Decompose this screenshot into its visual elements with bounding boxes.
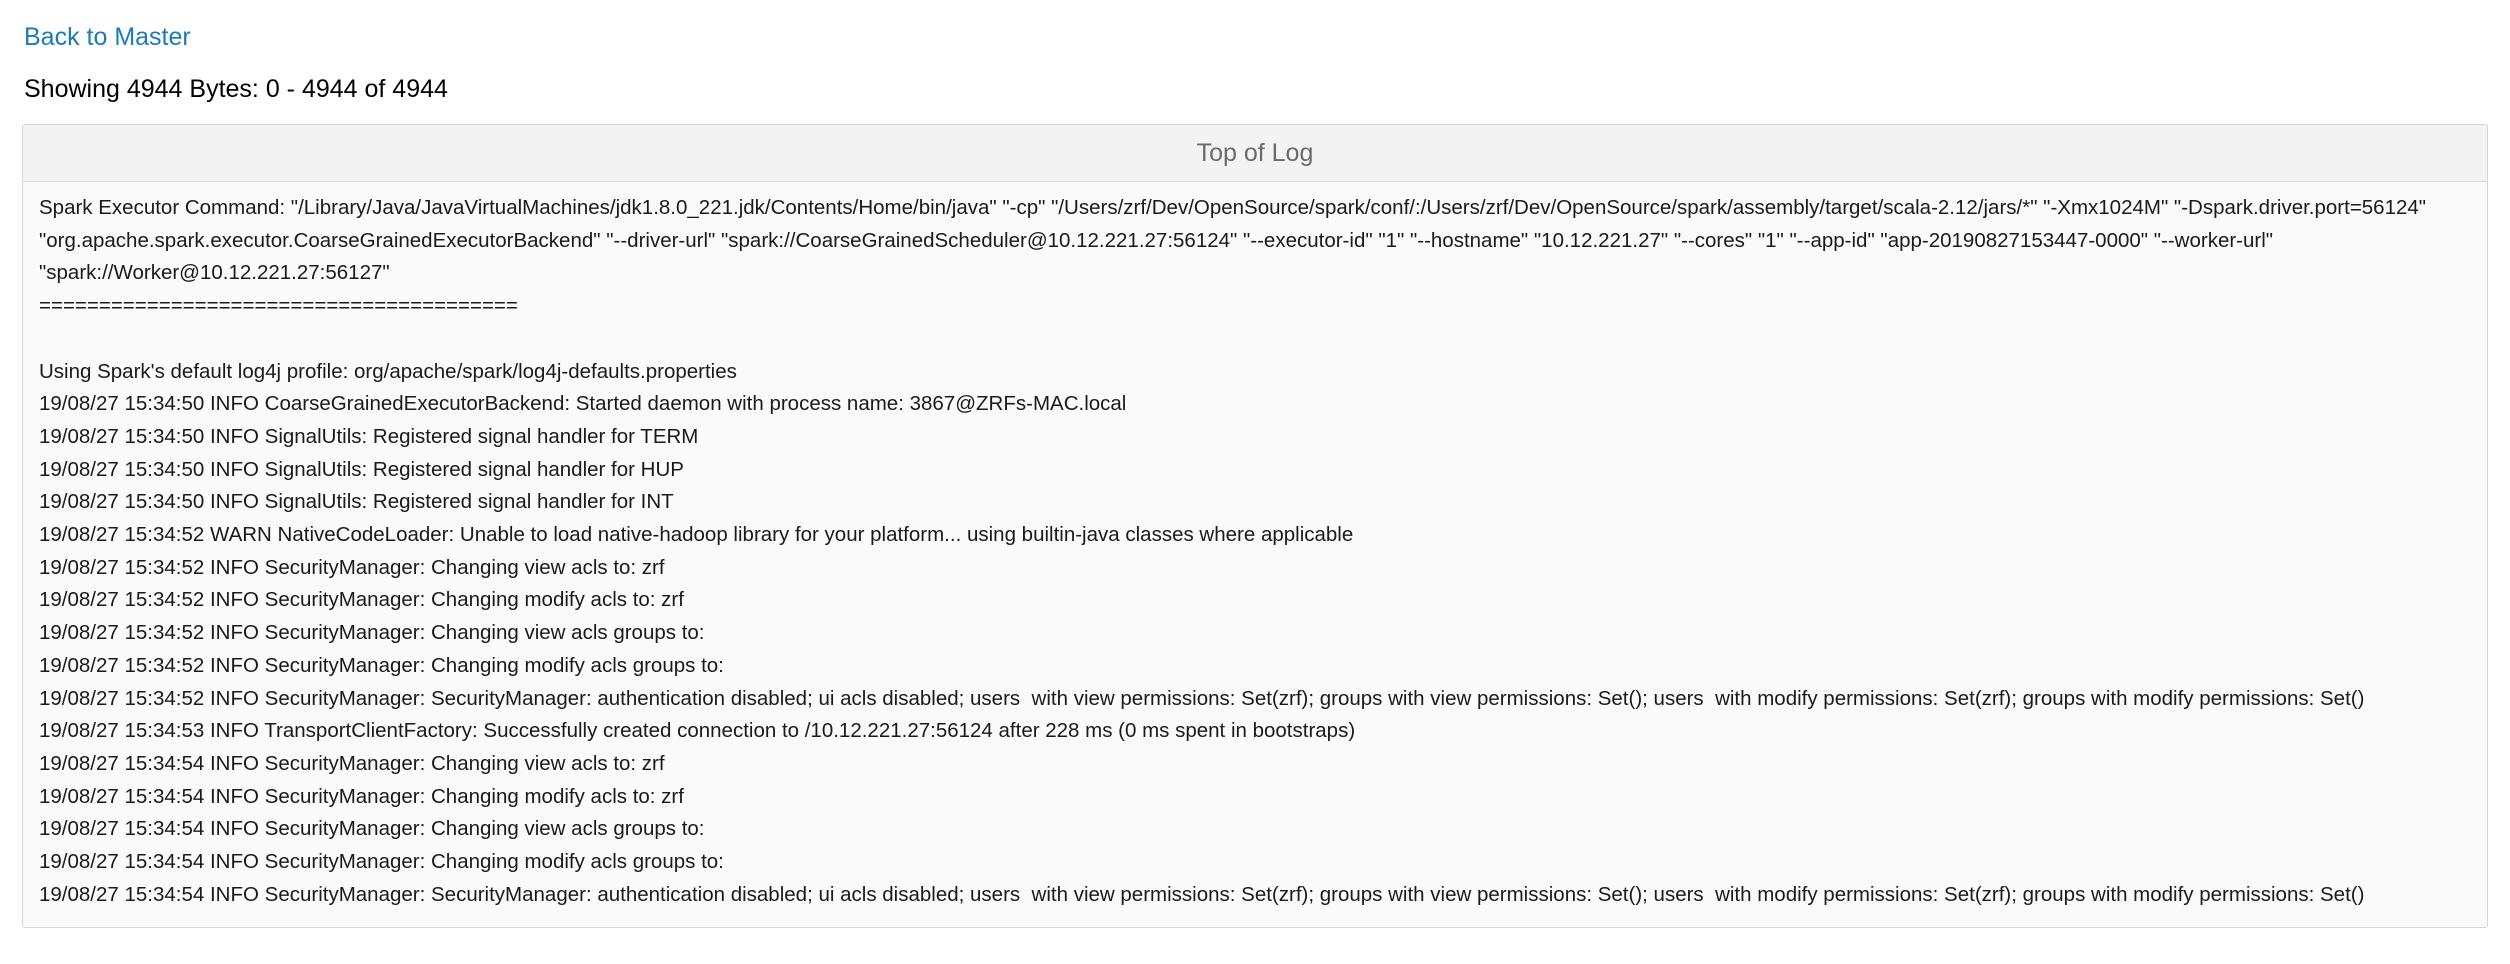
log-line: 19/08/27 15:34:50 INFO CoarseGrainedExecutorBackend: Started daemon with process name: 3867@ZRFs-MAC.local xyxy=(39,392,1127,416)
log-line xyxy=(39,323,2471,356)
log-line: 19/08/27 15:34:50 INFO SignalUtils: Registered signal handler for INT xyxy=(39,490,674,514)
log-panel xyxy=(22,124,2488,928)
log-line: 19/08/27 15:34:54 INFO SecurityManager: Changing view acls to: zrf xyxy=(39,751,665,775)
showing-bytes-status: Showing 4944 Bytes: 0 - 4944 of 4944 xyxy=(24,75,448,103)
log-line: ======================================== xyxy=(39,294,518,318)
log-line: 19/08/27 15:34:54 INFO SecurityManager: Changing modify acls to: zrf xyxy=(39,784,684,808)
back-to-master-link[interactable]: Back to Master xyxy=(24,23,191,51)
log-line: 19/08/27 15:34:50 INFO SignalUtils: Registered signal handler for TERM xyxy=(39,424,699,448)
log-line: Spark Executor Command: "/Library/Java/JavaVirtualMachines/jdk1.8.0_221.jdk/Contents/Home/bin/java" "-cp" "/Users/zrf/Dev/OpenSource/spark/conf/:/Users/zrf/Dev/OpenSource/spark/assembly/target/scala-2.12/jars/*" "-Xmx1024M" "-Dspark.driver.port=56124" "org.apache.spark.executor.CoarseGrainedExecutorBackend" "--driver-url" "spark://CoarseGrainedScheduler@10.12.221.27:56124" "--executor-id" "1" "--hostname" "10.12.221.27" "--cores" "1" "--app-id" "app-20190827153447-0000" "--worker-url" "spark://Worker@10.12.221.27:56127" xyxy=(39,196,2432,285)
log-line: 19/08/27 15:34:52 INFO SecurityManager: Changing view acls to: zrf xyxy=(39,555,665,579)
log-line: 19/08/27 15:34:53 INFO TransportClientFactory: Successfully created connection to /10.12.221.27:56124 after 228 ms (0 ms spent in bootstraps) xyxy=(39,719,1356,743)
log-content[interactable] xyxy=(23,182,2487,927)
log-line: 19/08/27 15:34:52 INFO SecurityManager: Changing modify acls groups to: xyxy=(39,653,724,677)
log-line: Using Spark's default log4j profile: org/apache/spark/log4j-defaults.properties xyxy=(39,359,737,383)
log-line: 19/08/27 15:34:52 INFO SecurityManager: SecurityManager: authentication disabled; ui acls disabled; users with view permissions: Set(zrf); groups with view permissions: Set(); users with modify permissions: Set(zrf); groups with modify permissions: Set() xyxy=(39,686,2365,710)
log-line: 19/08/27 15:34:54 INFO SecurityManager: Changing view acls groups to: xyxy=(39,817,705,841)
log-line: 19/08/27 15:34:52 INFO SecurityManager: Changing modify acls to: zrf xyxy=(39,588,684,612)
log-panel-header: Top of Log xyxy=(23,125,2487,182)
log-line: 19/08/27 15:34:50 INFO SignalUtils: Registered signal handler for HUP xyxy=(39,457,684,481)
log-line: 19/08/27 15:34:54 INFO SecurityManager: Changing modify acls groups to: xyxy=(39,850,724,874)
log-line: 19/08/27 15:34:54 INFO SecurityManager: SecurityManager: authentication disabled; ui acls disabled; users with view permissions: Set(zrf); groups with view permissions: Set(); users with modify permissions: Set(zrf); groups with modify permissions: Set() xyxy=(39,882,2365,906)
log-line: 19/08/27 15:34:52 WARN NativeCodeLoader: Unable to load native-hadoop library for your platform... using builtin-java classes where applicable xyxy=(39,523,1354,547)
log-line: 19/08/27 15:34:52 INFO SecurityManager: Changing view acls groups to: xyxy=(39,621,705,645)
